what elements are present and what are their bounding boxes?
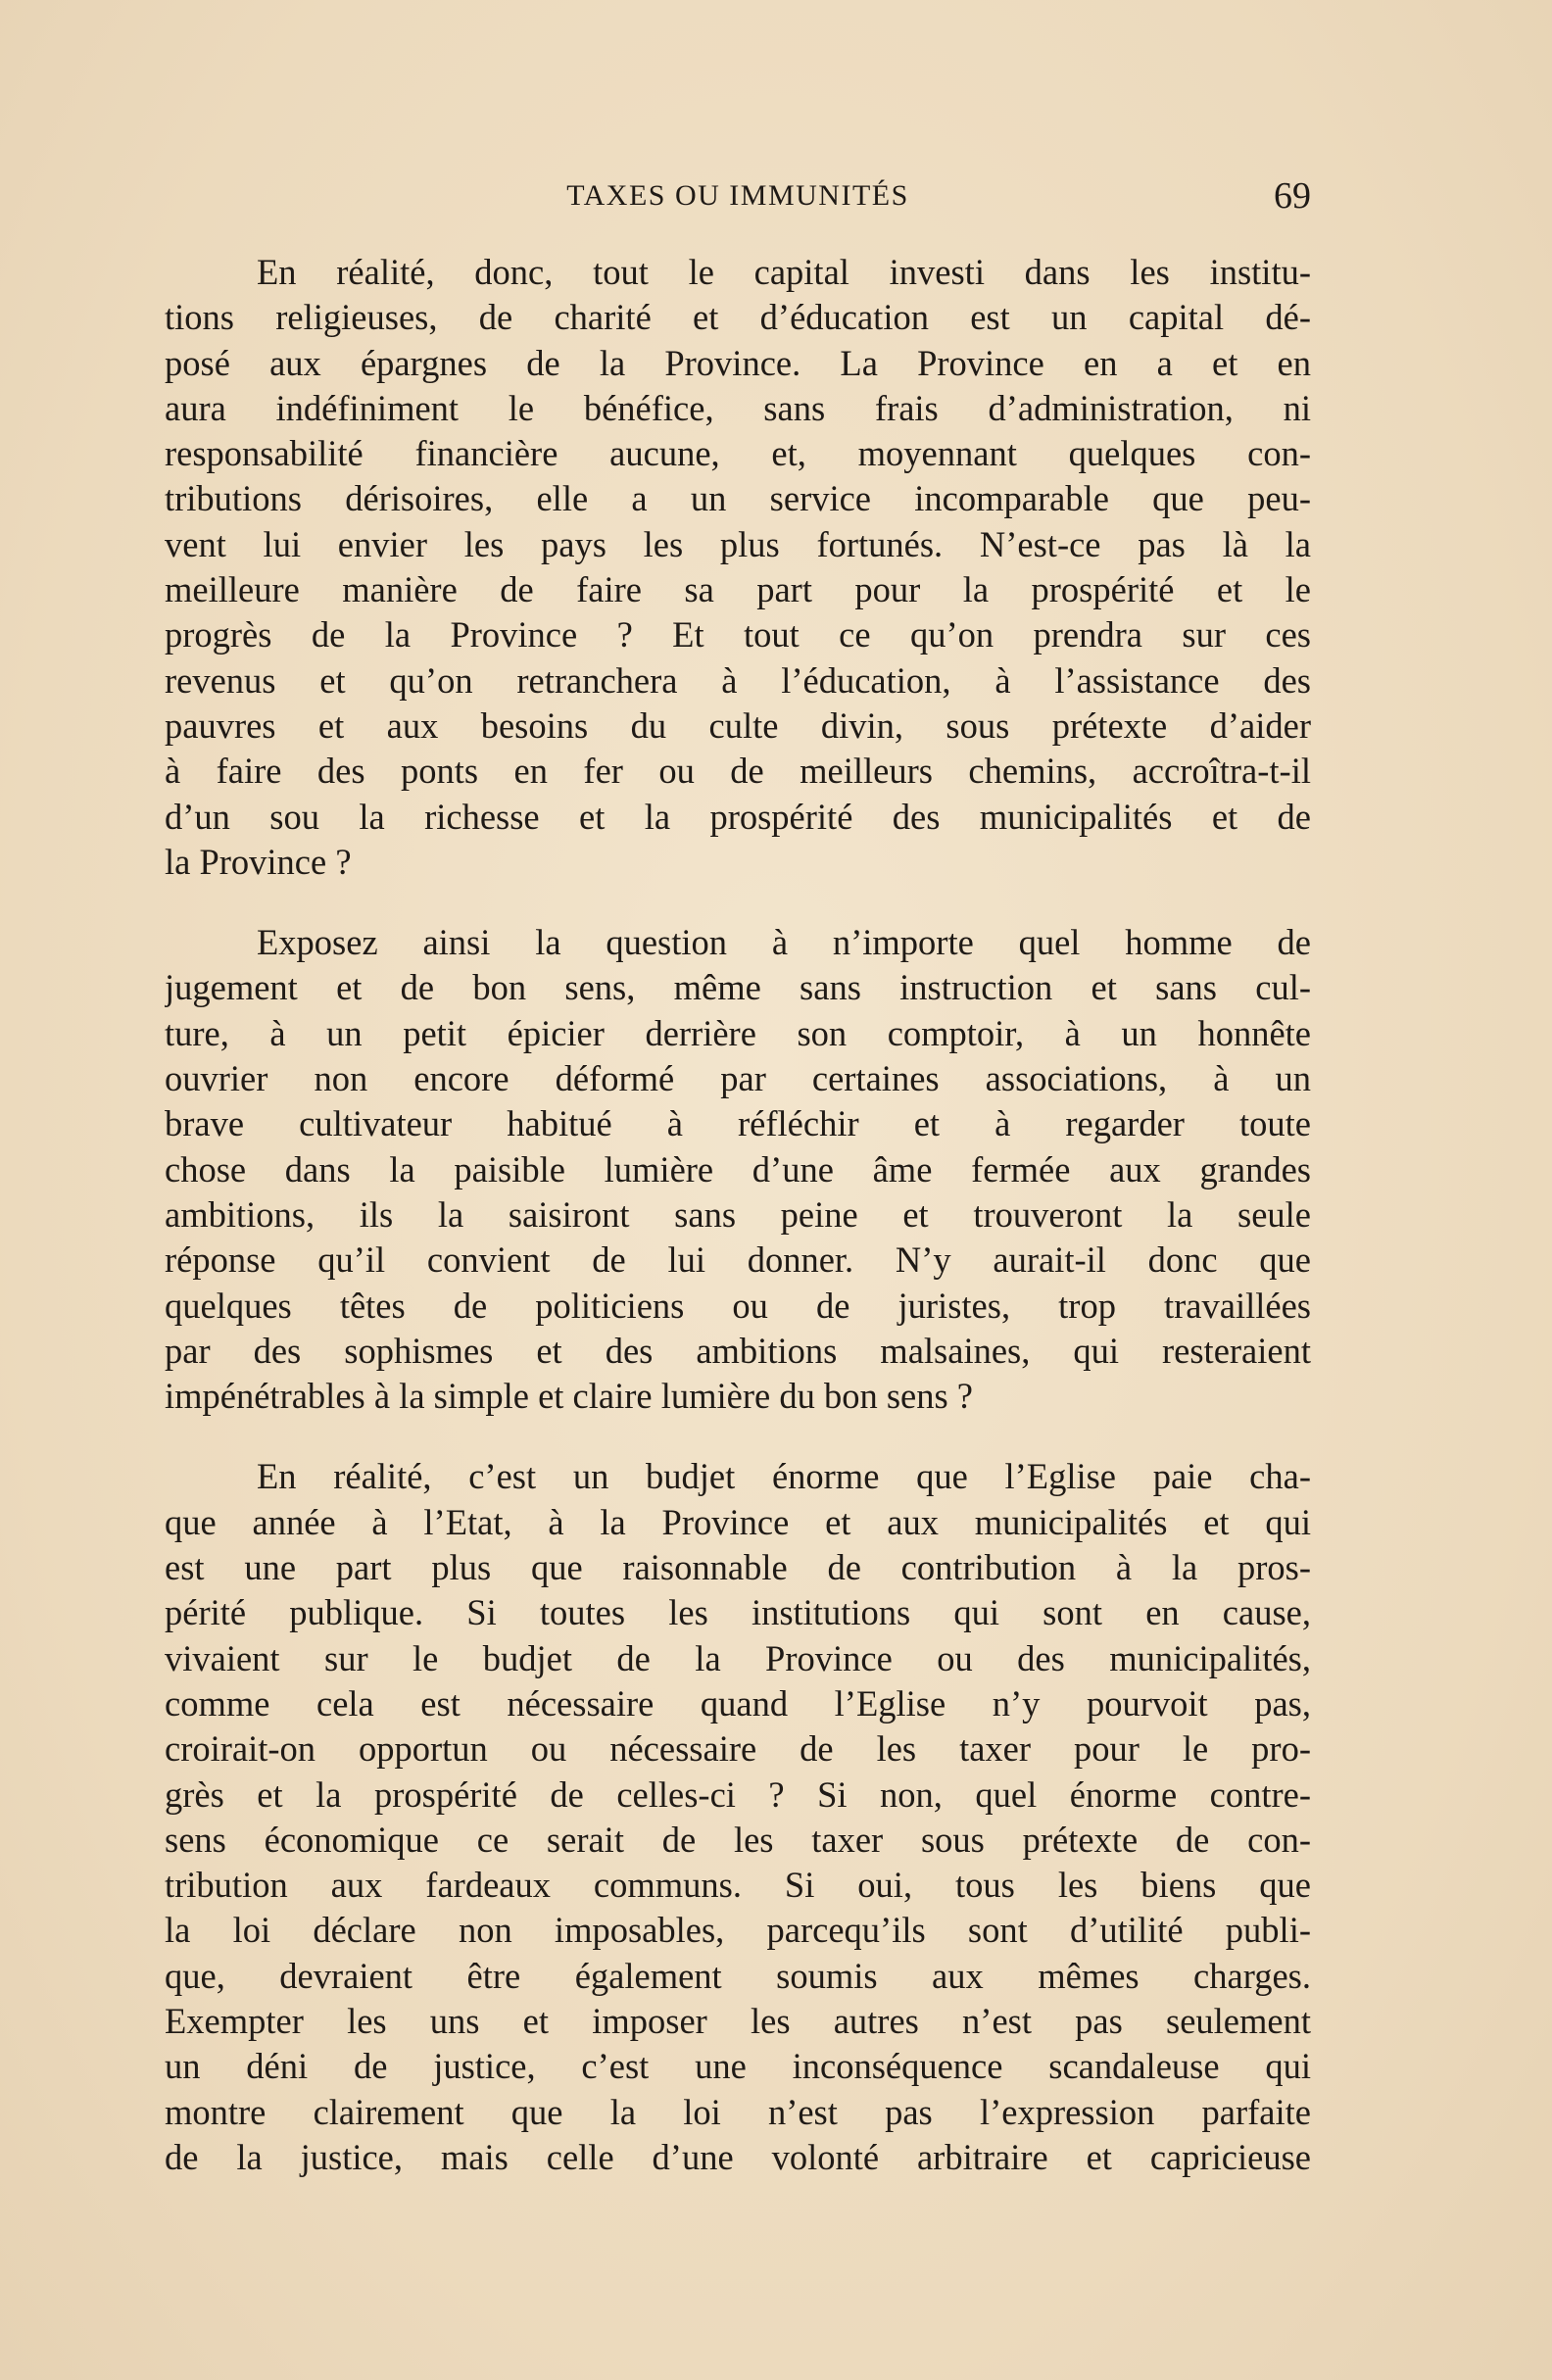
text-line: grès et la prospérité de celles-ci ? Si non, quel énorme contre- (165, 1773, 1311, 1815)
text-line: chose dans la paisible lumière d’une âme fermée aux grandes (165, 1148, 1311, 1190)
text-line: aura indéfiniment le bénéfice, sans frais d’administration, ni (165, 387, 1311, 428)
text-line: tions religieuses, de charité et d’éducation est un capital dé- (165, 297, 1311, 338)
paragraph-2 (165, 920, 1311, 1419)
text-line: périté publique. Si toutes les institutions qui sont en cause, (165, 1592, 1311, 1633)
text-line: tribution aux fardeaux communs. Si oui, tous les biens que (165, 1865, 1311, 1906)
text-line: d’un sou la richesse et la prospérité des municipalités et de (165, 796, 1311, 837)
text-line: quelques têtes de politiciens ou de juristes, trop travaillées (165, 1285, 1311, 1326)
paragraph-3 (165, 1454, 1311, 2180)
text-line: de la justice, mais celle d’une volonté arbitraire et capricieuse (165, 2136, 1311, 2177)
text-line: posé aux épargnes de la Province. La Province en a et en (165, 342, 1311, 383)
body-text (165, 250, 1311, 2215)
text-line: revenus et qu’on retranchera à l’éducation, à l’assistance des (165, 659, 1311, 701)
text-line: par des sophismes et des ambitions malsaines, qui resteraient (165, 1330, 1311, 1371)
text-line: ouvrier non encore déformé par certaines associations, à un (165, 1058, 1311, 1099)
paragraph-1 (165, 250, 1311, 885)
text-line: que année à l’Etat, à la Province et aux municipalités et qui (165, 1501, 1311, 1542)
text-line: Exposez ainsi la question à n’importe quel homme de (257, 922, 1311, 963)
text-line: jugement et de bon sens, même sans instruction et sans cul- (165, 967, 1311, 1008)
text-line: comme cela est nécessaire quand l’Eglise n’y pourvoit pas, (165, 1682, 1311, 1724)
text-line: vent lui envier les pays les plus fortunés. N’est-ce pas là la (165, 523, 1311, 564)
text-line: pauvres et aux besoins du culte divin, sous prétexte d’aider (165, 704, 1311, 746)
text-line: que, devraient être également soumis aux mêmes charges. (165, 1955, 1311, 1996)
text-line: croirait-on opportun ou nécessaire de les taxer pour le pro- (165, 1728, 1311, 1770)
text-line: brave cultivateur habitué à réfléchir et à regarder toute (165, 1103, 1311, 1144)
page-number: 69 (1274, 175, 1311, 217)
text-line: progrès de la Province ? Et tout ce qu’on prendra sur ces (165, 614, 1311, 656)
page-header-title: TAXES OU IMMUNITÉS (566, 179, 909, 212)
text-line: En réalité, donc, tout le capital investi dans les institu- (257, 252, 1311, 292)
text-line: la loi déclare non imposables, parcequ’ils sont d’utilité publi- (165, 1910, 1311, 1951)
text-line: Exempter les uns et imposer les autres n’est pas seulement (165, 2000, 1311, 2041)
text-line: à faire des ponts en fer ou de meilleurs chemins, accroîtra-t-il (165, 751, 1311, 792)
text-line: vivaient sur le budjet de la Province ou des municipalités, (165, 1637, 1311, 1678)
text-line: la Province ? (165, 841, 352, 882)
text-line: impénétrables à la simple et claire lumière du bon sens ? (165, 1376, 974, 1417)
text-line: un déni de justice, c’est une inconséquence scandaleuse qui (165, 2046, 1311, 2087)
text-line: ambitions, ils la saisiront sans peine et trouveront la seule (165, 1193, 1311, 1235)
text-line: est une part plus que raisonnable de contribution à la pros- (165, 1547, 1311, 1588)
text-line: sens économique ce serait de les taxer sous prétexte de con- (165, 1819, 1311, 1860)
text-line: meilleure manière de faire sa part pour la prospérité et le (165, 569, 1311, 610)
text-line: responsabilité financière aucune, et, moyennant quelques con- (165, 433, 1311, 474)
text-line: montre clairement que la loi n’est pas l’expression parfaite (165, 2091, 1311, 2132)
text-line: En réalité, c’est un budjet énorme que l’Eglise paie cha- (257, 1456, 1311, 1497)
running-head (165, 174, 1311, 218)
text-line: réponse qu’il convient de lui donner. N’y aurait-il donc que (165, 1239, 1311, 1281)
text-line: tributions dérisoires, elle a un service incomparable que peu- (165, 478, 1311, 519)
text-line: ture, à un petit épicier derrière son comptoir, à un honnête (165, 1012, 1311, 1053)
